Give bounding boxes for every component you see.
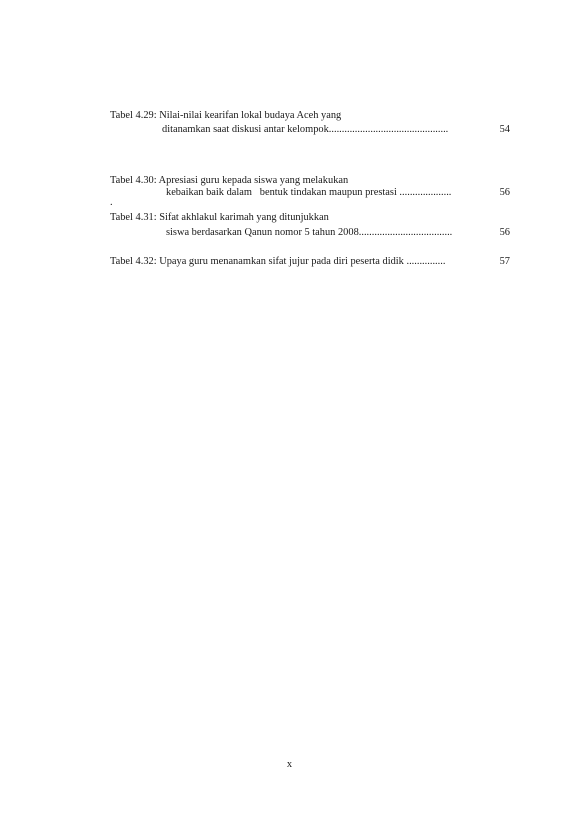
- entry-page-number: 56: [499, 187, 510, 198]
- entry-continuation-line: siswa berdasarkan Qanun nomor 5 tahun 2008....................................: [166, 227, 453, 238]
- entry-page-number: 56: [499, 227, 510, 238]
- entry-title-line: Tabel 4.30: Apresiasi guru kepada siswa yang melakukan: [110, 175, 349, 186]
- entry-page-number: 57: [499, 256, 510, 267]
- entry-title-line: Tabel 4.31: Sifat akhlakul karimah yang ditunjukkan: [110, 212, 329, 223]
- entry-page-number: 54: [499, 124, 510, 135]
- stray-period: .: [110, 197, 113, 208]
- page-footer-number: x: [286, 759, 293, 770]
- entry-continuation-line: kebaikan baik dalam bentuk tindakan maupun prestasi ....................: [166, 187, 452, 198]
- entry-title-line: Tabel 4.29: Nilai-nilai kearifan lokal budaya Aceh yang: [110, 110, 342, 121]
- entry-title-line: Tabel 4.32: Upaya guru menanamkan sifat jujur pada diri peserta didik ...............: [110, 256, 446, 267]
- entry-continuation-line: ditanamkan saat diskusi antar kelompok..............................................: [162, 124, 449, 135]
